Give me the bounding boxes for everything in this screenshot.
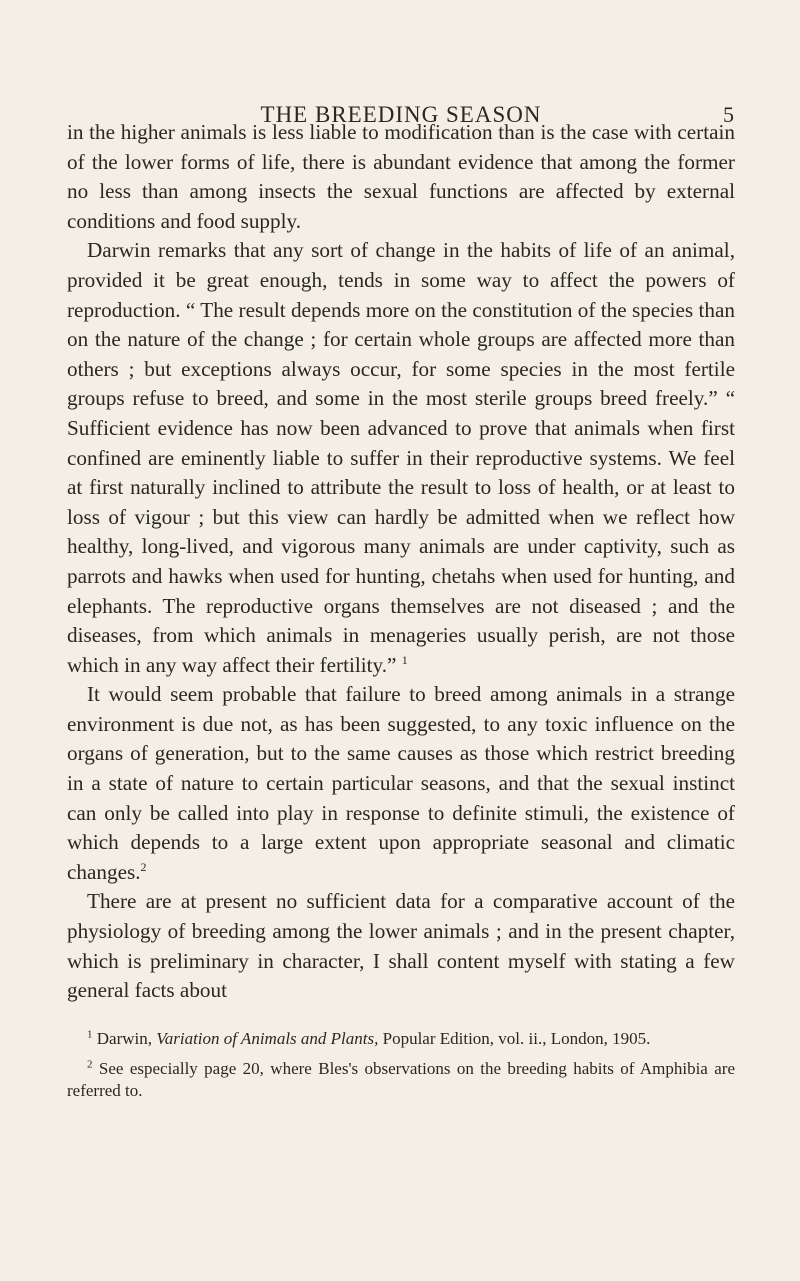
paragraph-2-text: Darwin remarks that any sort of change in the habits of life of an animal, provided it be great enough, tends in some way to affect the powers of reproduction. “ The result depends more on the constitution of the species than on the nature of the change ; for certain whole groups are affected more than others ; but exceptions always occur, for some species in the most fertile groups refuse to breed, and some in the most sterile groups breed freely.” “ Sufficient evidence has now been advanced to prove that animals when first confined are eminently liable to suffer in their reproductive systems. We feel at first naturally inclined to attribute the result to loss of health, or at least to loss of vigour ; but this view can hardly be admitted when we reflect how healthy, long-lived, and vigorous many animals are under captivity, such as parrots and hawks when used for hunting, chetahs when used for hunting, and elephants. The reproductive organs themselves are not diseased ; and the diseases, from which animals in menageries usually perish, are not those which in any way affect their fertility.” xyxy=(67,238,735,677)
page-header xyxy=(67,72,735,127)
footnote-ref-1: 1 xyxy=(401,652,408,667)
footnote-ref-2: 2 xyxy=(140,859,147,874)
paragraph-1-text: in the higher animals is less liable to modification than is the case with certain of the lower forms of life, there is abundant evidence that among the former no less than among insects the sexual functions are affected by external conditions and food supply. xyxy=(67,120,735,233)
footnote-2-text: See especially page 20, where Bles's observations on the breeding habits of Amphibia are referred to. xyxy=(67,1058,735,1100)
paragraph-4 xyxy=(67,887,735,1005)
running-head: THE BREEDING SEASON xyxy=(260,102,542,127)
footnote-1-title: Variation of Animals and Plants, xyxy=(156,1028,379,1048)
footnotes xyxy=(67,1028,735,1102)
body-text xyxy=(67,118,735,1006)
paragraph-3-text: It would seem probable that failure to breed among animals in a strange environment is due not, as has been suggested, to any toxic influence on the organs of generation, but to the same causes as those which restrict breeding in a state of nature to certain particular seasons, and that the sexual instinct can only be called into play in response to definite stimuli, the existence of which depends to a large extent upon appropriate seasonal and climatic changes. xyxy=(67,682,735,884)
footnote-1-number: 1 xyxy=(87,1028,93,1041)
paragraph-3 xyxy=(67,680,735,887)
footnote-2-number: 2 xyxy=(87,1058,93,1071)
paragraph-2 xyxy=(67,236,735,680)
paragraph-4-text: There are at present no sufficient data for a comparative account of the physiology of breeding among the lower animals ; and in the present chapter, which is preliminary in character, I shall content myself with stating a few general facts about xyxy=(67,889,735,1003)
footnote-1 xyxy=(67,1028,735,1050)
page-number: 5 xyxy=(723,102,735,127)
footnote-1-author: Darwin, xyxy=(96,1028,152,1048)
footnote-1-rest: Popular Edition, vol. ii., London, 1905. xyxy=(382,1028,651,1048)
paragraph-1 xyxy=(67,118,735,236)
footnote-2 xyxy=(67,1058,735,1102)
